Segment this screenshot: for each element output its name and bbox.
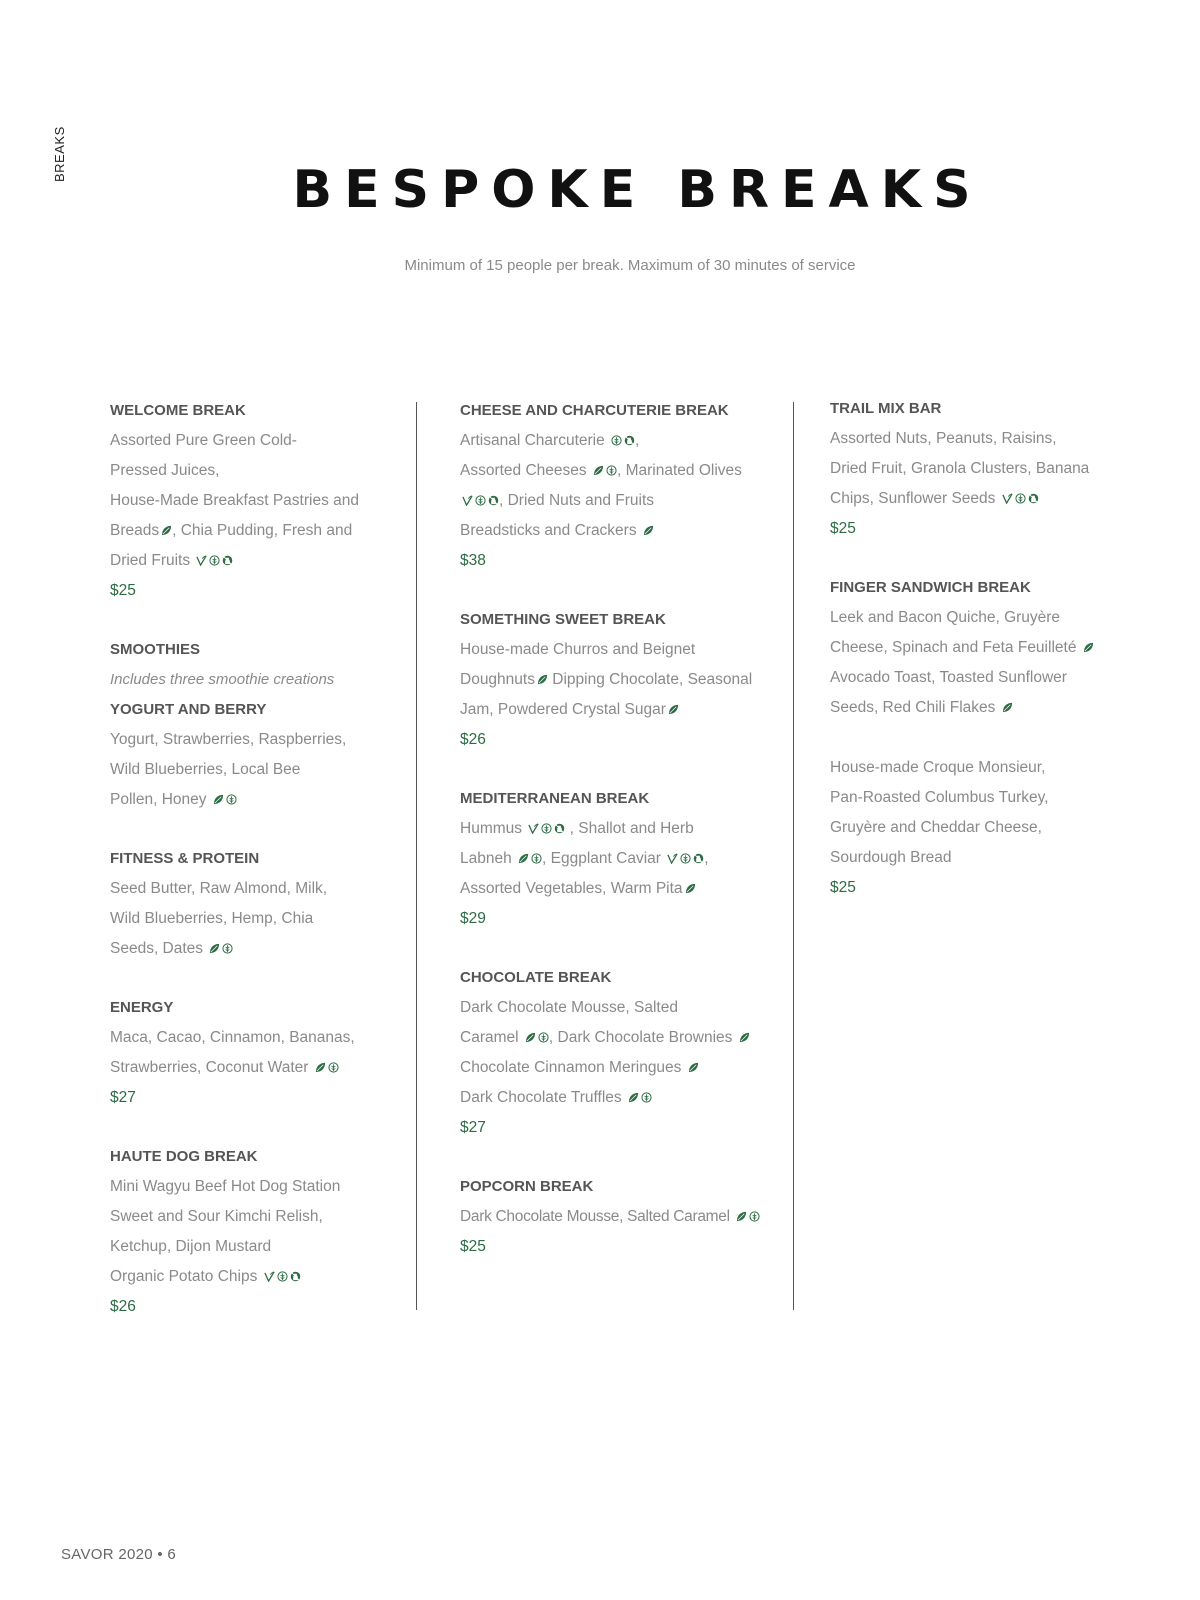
- item-line: [460, 844, 770, 874]
- item-line: Gruyère and Cheddar Cheese,: [830, 819, 1042, 836]
- gluten-free-icon: [538, 1032, 549, 1043]
- item-line: [460, 695, 770, 725]
- dairy-free-icon: [624, 435, 635, 446]
- item-text: Chips, Sunflower Seeds: [830, 490, 996, 507]
- page-subtitle: Minimum of 15 people per break. Maximum of 30 minutes of service: [404, 257, 856, 274]
- section-side-label: BREAKS: [52, 126, 67, 182]
- menu-section-finger-sandwich: [830, 573, 1115, 903]
- item-text: Jam, Powdered Crystal Sugar: [460, 701, 666, 718]
- item-text: Assorted Vegetables, Warm Pita: [460, 880, 683, 897]
- subsection-title: YOGURT AND BERRY: [110, 701, 267, 718]
- dairy-free-icon: [222, 555, 233, 566]
- item-line: Yogurt, Strawberries, Raspberries,: [110, 731, 347, 748]
- gluten-free-icon: [606, 465, 617, 476]
- section-note: Includes three smoothie creations: [110, 671, 335, 688]
- item-line: [460, 665, 770, 695]
- item-text: ,: [704, 850, 709, 867]
- menu-section-chocolate: [460, 963, 770, 1143]
- item-text: , Marinated Olives: [616, 462, 742, 479]
- section-title: CHOCOLATE BREAK: [460, 969, 612, 986]
- section-title: SMOOTHIES: [110, 641, 201, 658]
- menu-section-trail-mix-bar: [830, 394, 1115, 544]
- item-text: Organic Potato Chips: [110, 1268, 258, 1285]
- menu-section-fitness-protein: [110, 844, 380, 964]
- item-line: Assorted Nuts, Peanuts, Raisins,: [830, 430, 1057, 447]
- price: $26: [460, 731, 486, 748]
- item-line: [110, 1262, 380, 1292]
- item-line: [110, 785, 380, 815]
- page-title: BESPOKE BREAKS: [292, 160, 983, 220]
- dairy-free-icon: [693, 853, 704, 864]
- leaf-icon: [688, 1062, 699, 1073]
- dairy-free-icon: [488, 495, 499, 506]
- gluten-free-icon: [641, 1092, 652, 1103]
- item-line: [830, 484, 1115, 514]
- item-line: House-Made Breakfast Pastries and: [110, 492, 359, 509]
- item-text: , Eggplant Caviar: [542, 850, 661, 867]
- price: $26: [110, 1298, 136, 1315]
- section-title: ENERGY: [110, 999, 174, 1016]
- price: $25: [830, 879, 856, 896]
- leaf-icon: [628, 1092, 639, 1103]
- menu-column-2: [460, 396, 770, 1291]
- dairy-free-icon: [290, 1271, 301, 1282]
- column-divider: [416, 402, 417, 1310]
- item-line: Avocado Toast, Toasted Sunflower: [830, 669, 1067, 686]
- leaf-icon: [1002, 702, 1013, 713]
- vegan-icon: [264, 1271, 275, 1282]
- leaf-icon: [1083, 642, 1094, 653]
- leaf-icon: [593, 465, 604, 476]
- price: $38: [460, 552, 486, 569]
- menu-section-energy: [110, 993, 380, 1113]
- leaf-icon: [161, 525, 172, 536]
- item-line: Dark Chocolate Mousse, Salted: [460, 999, 678, 1016]
- menu-column-3: [830, 394, 1115, 932]
- gluten-free-icon: [226, 794, 237, 805]
- item-line: Sweet and Sour Kimchi Relish,: [110, 1208, 323, 1225]
- price: $27: [460, 1119, 486, 1136]
- section-title: CHEESE AND CHARCUTERIE BREAK: [460, 402, 729, 419]
- gluten-free-icon: [680, 853, 691, 864]
- item-line: House-made Croque Monsieur,: [830, 759, 1046, 776]
- item-text: Dipping Chocolate, Seasonal: [547, 671, 753, 688]
- item-line: [110, 1053, 380, 1083]
- leaf-icon: [739, 1032, 750, 1043]
- leaf-icon: [209, 943, 220, 954]
- vegan-icon: [196, 555, 207, 566]
- section-title: TRAIL MIX BAR: [830, 400, 942, 417]
- gluten-free-icon: [531, 853, 542, 864]
- column-divider: [793, 402, 794, 1310]
- item-line: Pressed Juices,: [110, 462, 220, 479]
- item-text: Doughnuts: [460, 671, 535, 688]
- item-text: Chocolate Cinnamon Meringues: [460, 1059, 682, 1076]
- leaf-icon: [213, 794, 224, 805]
- leaf-icon: [525, 1032, 536, 1043]
- gluten-free-icon: [209, 555, 220, 566]
- menu-section-welcome-break: [110, 396, 380, 606]
- gluten-free-icon: [749, 1211, 760, 1222]
- item-text: Artisanal Charcuterie: [460, 432, 605, 449]
- item-line: Ketchup, Dijon Mustard: [110, 1238, 272, 1255]
- menu-section-mediterranean: [460, 784, 770, 934]
- item-line: Pan-Roasted Columbus Turkey,: [830, 789, 1049, 806]
- gluten-free-icon: [328, 1062, 339, 1073]
- section-title: FINGER SANDWICH BREAK: [830, 579, 1031, 596]
- vegan-icon: [528, 823, 539, 834]
- item-text: , Dried Nuts and Fruits: [499, 492, 655, 509]
- item-text: Seeds, Dates: [110, 940, 204, 957]
- item-line: Leek and Bacon Quiche, Gruyère: [830, 609, 1061, 626]
- section-title: HAUTE DOG BREAK: [110, 1148, 258, 1165]
- item-text: Dark Chocolate Truffles: [460, 1089, 622, 1106]
- menu-column-1: [110, 396, 380, 1351]
- menu-section-something-sweet: [460, 605, 770, 755]
- item-line: Wild Blueberries, Local Bee: [110, 761, 301, 778]
- leaf-icon: [537, 674, 548, 685]
- item-line: House-made Churros and Beignet: [460, 641, 696, 658]
- menu-section-haute-dog-break: [110, 1142, 380, 1322]
- menu-section-smoothies: [110, 635, 380, 815]
- section-title: SOMETHING SWEET BREAK: [460, 611, 666, 628]
- item-text: Hummus: [460, 820, 523, 837]
- price: $25: [830, 520, 856, 537]
- item-text: Breads: [110, 522, 160, 539]
- section-title: POPCORN BREAK: [460, 1178, 594, 1195]
- vegan-icon: [462, 495, 473, 506]
- menu-section-cheese-charcuterie: [460, 396, 770, 576]
- page-footer: SAVOR 2020 • 6: [61, 1546, 177, 1563]
- item-line: [830, 693, 1115, 723]
- section-title: MEDITERRANEAN BREAK: [460, 790, 650, 807]
- item-text: Cheese, Spinach and Feta Feuilleté: [830, 639, 1077, 656]
- price: $27: [110, 1089, 136, 1106]
- item-text: , Dark Chocolate Brownies: [548, 1029, 733, 1046]
- item-line: [460, 814, 770, 844]
- gluten-free-icon: [611, 435, 622, 446]
- item-line: [460, 874, 770, 904]
- section-title: WELCOME BREAK: [110, 402, 246, 419]
- item-line: Maca, Cacao, Cinnamon, Bananas,: [110, 1029, 355, 1046]
- item-text: Labneh: [460, 850, 512, 867]
- item-line: [460, 1083, 770, 1113]
- item-line: Mini Wagyu Beef Hot Dog Station: [110, 1178, 341, 1195]
- item-text: Pollen, Honey: [110, 791, 207, 808]
- leaf-icon: [518, 853, 529, 864]
- item-text: Strawberries, Coconut Water: [110, 1059, 309, 1076]
- price: $29: [460, 910, 486, 927]
- item-text: Caramel: [460, 1029, 519, 1046]
- item-text: Seeds, Red Chili Flakes: [830, 699, 996, 716]
- dairy-free-icon: [554, 823, 565, 834]
- item-text: Dried Fruits: [110, 552, 191, 569]
- item-line: [460, 426, 770, 456]
- gluten-free-icon: [541, 823, 552, 834]
- item-text: Dark Chocolate Mousse, Salted Caramel: [460, 1208, 730, 1225]
- item-line: Seed Butter, Raw Almond, Milk,: [110, 880, 328, 897]
- item-line: [460, 486, 770, 516]
- item-line: [460, 1053, 770, 1083]
- item-text: Breadsticks and Crackers: [460, 522, 637, 539]
- price: $25: [460, 1238, 486, 1255]
- item-line: [460, 1023, 770, 1053]
- item-text: , Chia Pudding, Fresh and: [172, 522, 353, 539]
- dairy-free-icon: [1028, 493, 1039, 504]
- item-line: [110, 934, 380, 964]
- section-title: FITNESS & PROTEIN: [110, 850, 260, 867]
- item-line: [830, 633, 1115, 663]
- item-line: [460, 1202, 770, 1232]
- vegan-icon: [667, 853, 678, 864]
- item-line: [460, 516, 770, 546]
- item-line: Dried Fruit, Granola Clusters, Banana: [830, 460, 1090, 477]
- gluten-free-icon: [1015, 493, 1026, 504]
- leaf-icon: [668, 704, 679, 715]
- item-text: Assorted Cheeses: [460, 462, 587, 479]
- item-line: Sourdough Bread: [830, 849, 952, 866]
- item-line: [110, 516, 380, 546]
- item-line: Wild Blueberries, Hemp, Chia: [110, 910, 314, 927]
- menu-section-popcorn: [460, 1172, 770, 1262]
- gluten-free-icon: [277, 1271, 288, 1282]
- item-line: [110, 546, 380, 576]
- item-line: Assorted Pure Green Cold-: [110, 432, 297, 449]
- spacer: [830, 723, 1115, 753]
- gluten-free-icon: [222, 943, 233, 954]
- leaf-icon: [685, 883, 696, 894]
- price: $25: [110, 582, 136, 599]
- item-line: [460, 456, 770, 486]
- gluten-free-icon: [475, 495, 486, 506]
- leaf-icon: [315, 1062, 326, 1073]
- item-text: , Shallot and Herb: [565, 820, 694, 837]
- leaf-icon: [736, 1211, 747, 1222]
- vegan-icon: [1002, 493, 1013, 504]
- leaf-icon: [643, 525, 654, 536]
- item-text: ,: [635, 432, 640, 449]
